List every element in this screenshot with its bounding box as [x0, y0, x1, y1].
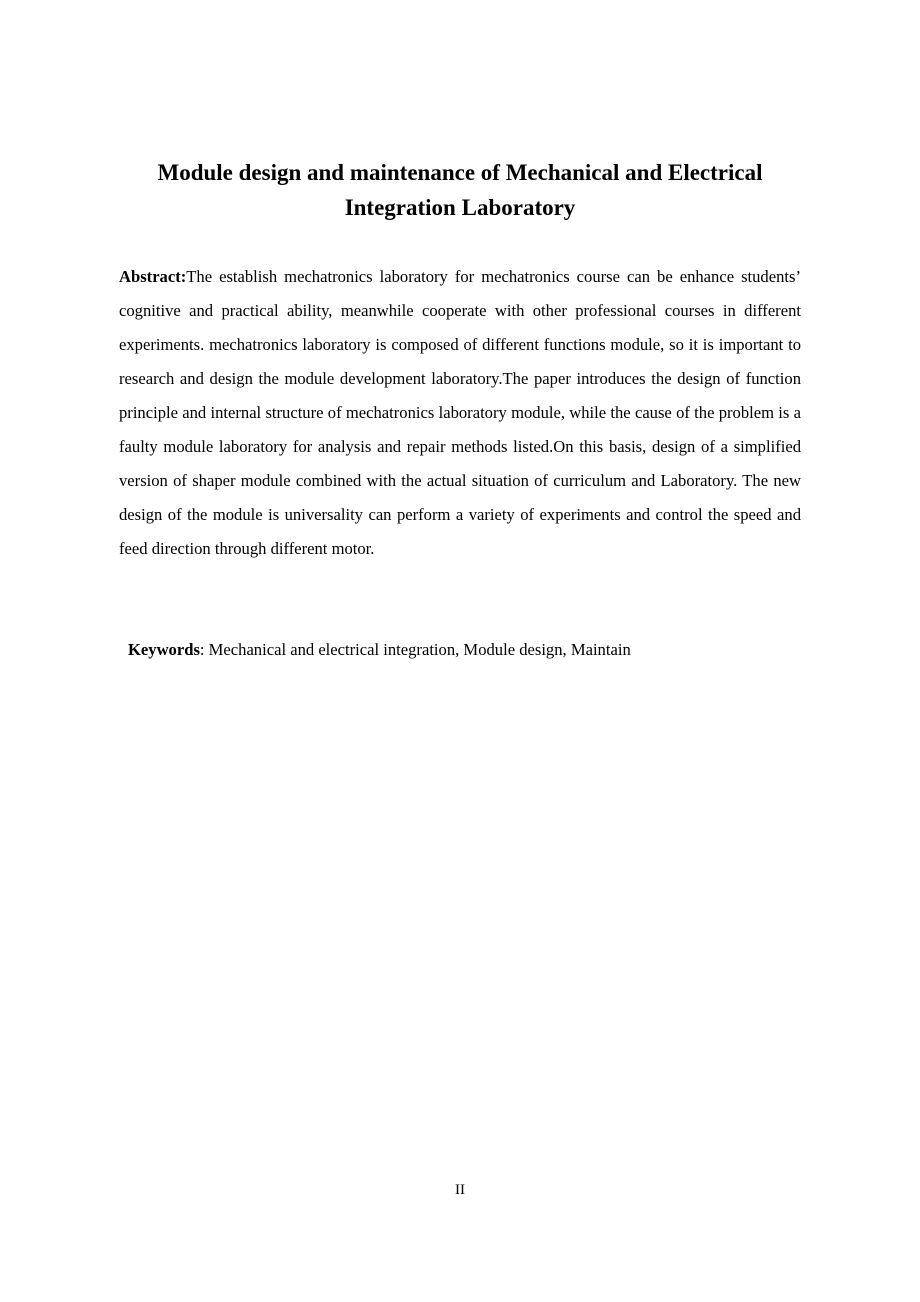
paper-title: Module design and maintenance of Mechanical and Electrical Integration Laboratory [157, 160, 763, 220]
keywords-line [128, 636, 808, 664]
keywords-text: : Mechanical and electrical integration, Module design, Maintain [199, 640, 631, 659]
abstract-text: The establish mechatronics laboratory for mechatronics course can be enhance students’ cognitive and practical ability, meanwhile cooperate with other professional courses in different experiments. mechatronics laboratory is composed of different functions module, so it is important to research and design the module development laboratory.The paper introduces the design of function principle and internal structure of mechatronics laboratory module, while the cause of the problem is a faulty module laboratory for analysis and repair methods listed.On this basis, design of a simplified version of shaper module combined with the actual situation of curriculum and Laboratory. The new design of the module is universality can perform a variety of experiments and control the speed and feed direction through different motor. [119, 267, 801, 558]
page-number: II [455, 1182, 465, 1198]
keywords-label: Keywords [128, 640, 200, 659]
abstract-paragraph [119, 260, 801, 566]
abstract-label: Abstract: [119, 267, 187, 286]
